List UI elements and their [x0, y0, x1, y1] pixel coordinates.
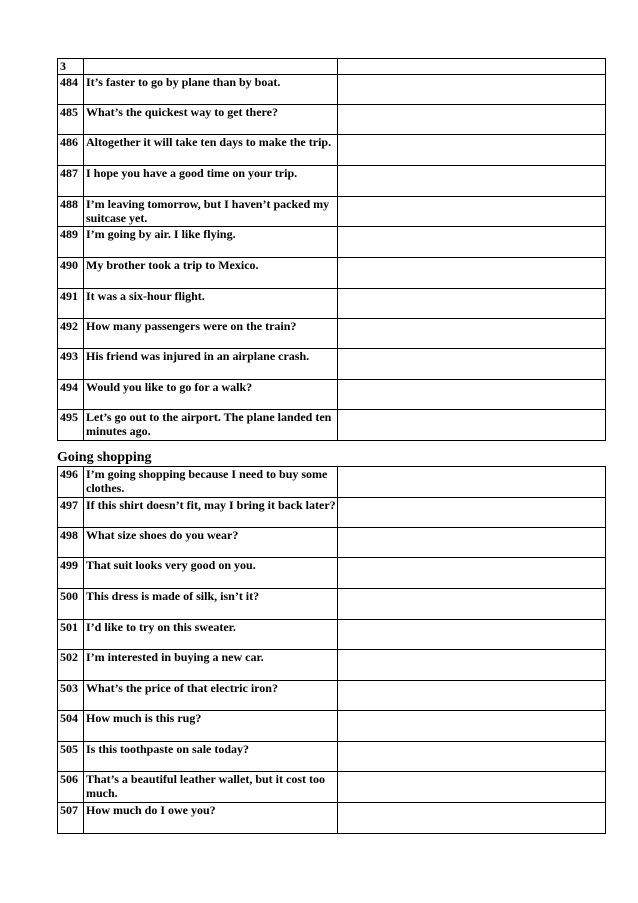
- table-row: [58, 558, 606, 589]
- table-row: [58, 380, 606, 410]
- phrase-text: [84, 59, 338, 75]
- table-row: [58, 650, 606, 681]
- row-number: 490: [58, 258, 84, 289]
- row-number: 495: [58, 410, 84, 441]
- table-row: [58, 711, 606, 742]
- row-number: 502: [58, 650, 84, 681]
- row-number: 488: [58, 197, 84, 227]
- translation-cell: [338, 772, 606, 803]
- phrase-text: Let’s go out to the airport. The plane landed ten minutes ago.: [84, 410, 338, 441]
- translation-cell: [338, 528, 606, 558]
- translation-cell: [338, 711, 606, 742]
- translation-cell: [338, 558, 606, 589]
- phrase-text: What’s the quickest way to get there?: [84, 105, 338, 135]
- phrase-text: I hope you have a good time on your trip.: [84, 166, 338, 197]
- row-number: 494: [58, 380, 84, 410]
- row-number: 487: [58, 166, 84, 197]
- translation-cell: [338, 258, 606, 289]
- phrase-text: Would you like to go for a walk?: [84, 380, 338, 410]
- translation-cell: [338, 410, 606, 441]
- row-number: 503: [58, 681, 84, 711]
- row-number: 496: [58, 467, 84, 498]
- row-number: 500: [58, 589, 84, 620]
- table-row: [58, 289, 606, 319]
- row-number: 504: [58, 711, 84, 742]
- translation-cell: [338, 681, 606, 711]
- phrase-text: I’m leaving tomorrow, but I haven’t packed my suitcase yet.: [84, 197, 338, 227]
- translation-cell: [338, 75, 606, 105]
- table-row: [58, 135, 606, 166]
- travel-phrases-table: [57, 58, 606, 441]
- row-number: 506: [58, 772, 84, 803]
- row-number: 3: [58, 59, 84, 75]
- translation-cell: [338, 59, 606, 75]
- table-row: [58, 742, 606, 772]
- translation-cell: [338, 197, 606, 227]
- table-row: [58, 197, 606, 227]
- section-heading: Going shopping: [57, 450, 152, 465]
- table-row: [58, 75, 606, 105]
- translation-cell: [338, 498, 606, 528]
- phrase-text: What size shoes do you wear?: [84, 528, 338, 558]
- phrase-text: This dress is made of silk, isn’t it?: [84, 589, 338, 620]
- translation-cell: [338, 742, 606, 772]
- row-number: 501: [58, 620, 84, 650]
- table-row: [58, 498, 606, 528]
- phrase-text: I’d like to try on this sweater.: [84, 620, 338, 650]
- translation-cell: [338, 620, 606, 650]
- row-number: 498: [58, 528, 84, 558]
- translation-cell: [338, 650, 606, 681]
- phrase-text: If this shirt doesn’t fit, may I bring it back later?: [84, 498, 338, 528]
- table-row: [58, 467, 606, 498]
- row-number: 499: [58, 558, 84, 589]
- translation-cell: [338, 166, 606, 197]
- table-row: [58, 105, 606, 135]
- phrase-text: I’m going by air. I like flying.: [84, 227, 338, 258]
- phrase-text: It was a six-hour flight.: [84, 289, 338, 319]
- phrase-text: His friend was injured in an airplane crash.: [84, 349, 338, 380]
- row-number: 491: [58, 289, 84, 319]
- table-row: [58, 803, 606, 834]
- row-number: 486: [58, 135, 84, 166]
- row-number: 484: [58, 75, 84, 105]
- table-row: [58, 528, 606, 558]
- row-number: 485: [58, 105, 84, 135]
- phrase-text: What’s the price of that electric iron?: [84, 681, 338, 711]
- table-row: [58, 258, 606, 289]
- table-row: [58, 620, 606, 650]
- table-row: [58, 319, 606, 349]
- translation-cell: [338, 289, 606, 319]
- phrase-text: I’m going shopping because I need to buy some clothes.: [84, 467, 338, 498]
- row-number: 493: [58, 349, 84, 380]
- translation-cell: [338, 135, 606, 166]
- translation-cell: [338, 589, 606, 620]
- table-row: [58, 681, 606, 711]
- phrase-text: How much do I owe you?: [84, 803, 338, 834]
- translation-cell: [338, 105, 606, 135]
- phrase-text: Altogether it will take ten days to make the trip.: [84, 135, 338, 166]
- translation-cell: [338, 380, 606, 410]
- table-row: [58, 227, 606, 258]
- translation-cell: [338, 803, 606, 834]
- phrase-text: How many passengers were on the train?: [84, 319, 338, 349]
- phrase-text: That’s a beautiful leather wallet, but it cost too much.: [84, 772, 338, 803]
- table-row: [58, 59, 606, 75]
- phrase-text: I’m interested in buying a new car.: [84, 650, 338, 681]
- translation-cell: [338, 467, 606, 498]
- shopping-phrases-table: [57, 466, 606, 834]
- phrase-text: That suit looks very good on you.: [84, 558, 338, 589]
- phrase-text: How much is this rug?: [84, 711, 338, 742]
- phrase-text: Is this toothpaste on sale today?: [84, 742, 338, 772]
- table-row: [58, 589, 606, 620]
- row-number: 489: [58, 227, 84, 258]
- translation-cell: [338, 227, 606, 258]
- row-number: 507: [58, 803, 84, 834]
- phrase-text: It’s faster to go by plane than by boat.: [84, 75, 338, 105]
- row-number: 492: [58, 319, 84, 349]
- translation-cell: [338, 349, 606, 380]
- translation-cell: [338, 319, 606, 349]
- table-row: [58, 349, 606, 380]
- table-row: [58, 410, 606, 441]
- phrase-text: My brother took a trip to Mexico.: [84, 258, 338, 289]
- row-number: 497: [58, 498, 84, 528]
- table-row: [58, 166, 606, 197]
- row-number: 505: [58, 742, 84, 772]
- table-row: [58, 772, 606, 803]
